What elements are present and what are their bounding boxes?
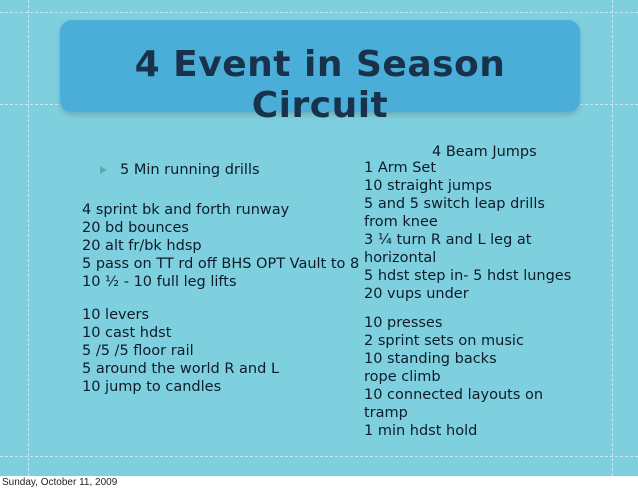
list-item: tramp [364,405,408,421]
right-heading: 4 Beam Jumps [432,144,537,160]
list-item: 5 and 5 switch leap drills [364,196,545,212]
list-item: 10 presses [364,315,443,331]
footer-date: Sunday, October 11, 2009 [2,477,118,488]
stitch-line-left [28,0,29,476]
list-item: horizontal [364,250,437,266]
list-item: 1 Arm Set [364,160,437,176]
bullet-text: 5 Min running drills [120,162,260,178]
list-item: 20 bd bounces [82,220,189,236]
list-item: 10 jump to candles [82,379,222,395]
bullet-triangle-icon [100,166,107,174]
footer-bar [0,476,638,491]
list-item: 20 vups under [364,286,469,302]
list-item: 2 sprint sets on music [364,333,524,349]
stitch-line-right [612,0,613,476]
list-item: 5 pass on TT rd off BHS OPT Vault to 8 [82,256,360,272]
list-item: from knee [364,214,438,230]
list-item: 10 standing backs [364,351,497,367]
stitch-line-top [0,12,638,13]
list-item: 10 ½ - 10 full leg lifts [82,274,237,290]
list-item: 10 connected layouts on [364,387,544,403]
list-item: 3 ¼ turn R and L leg at [364,232,532,248]
list-item: 10 straight jumps [364,178,492,194]
list-item: 10 levers [82,307,150,323]
list-item: 5 hdst step in- 5 hdst lunges [364,268,572,284]
slide-title: 4 Event in Season Circuit [134,44,506,126]
list-item: 4 sprint bk and forth runway [82,202,290,218]
list-item: 5 around the world R and L [82,361,280,377]
list-item: 5 /5 /5 floor rail [82,343,194,359]
list-item: rope climb [364,369,441,385]
list-item: 10 cast hdst [82,325,172,341]
list-item: 20 alt fr/bk hdsp [82,238,202,254]
stitch-line-bottom [0,456,638,457]
list-item: 1 min hdst hold [364,423,478,439]
